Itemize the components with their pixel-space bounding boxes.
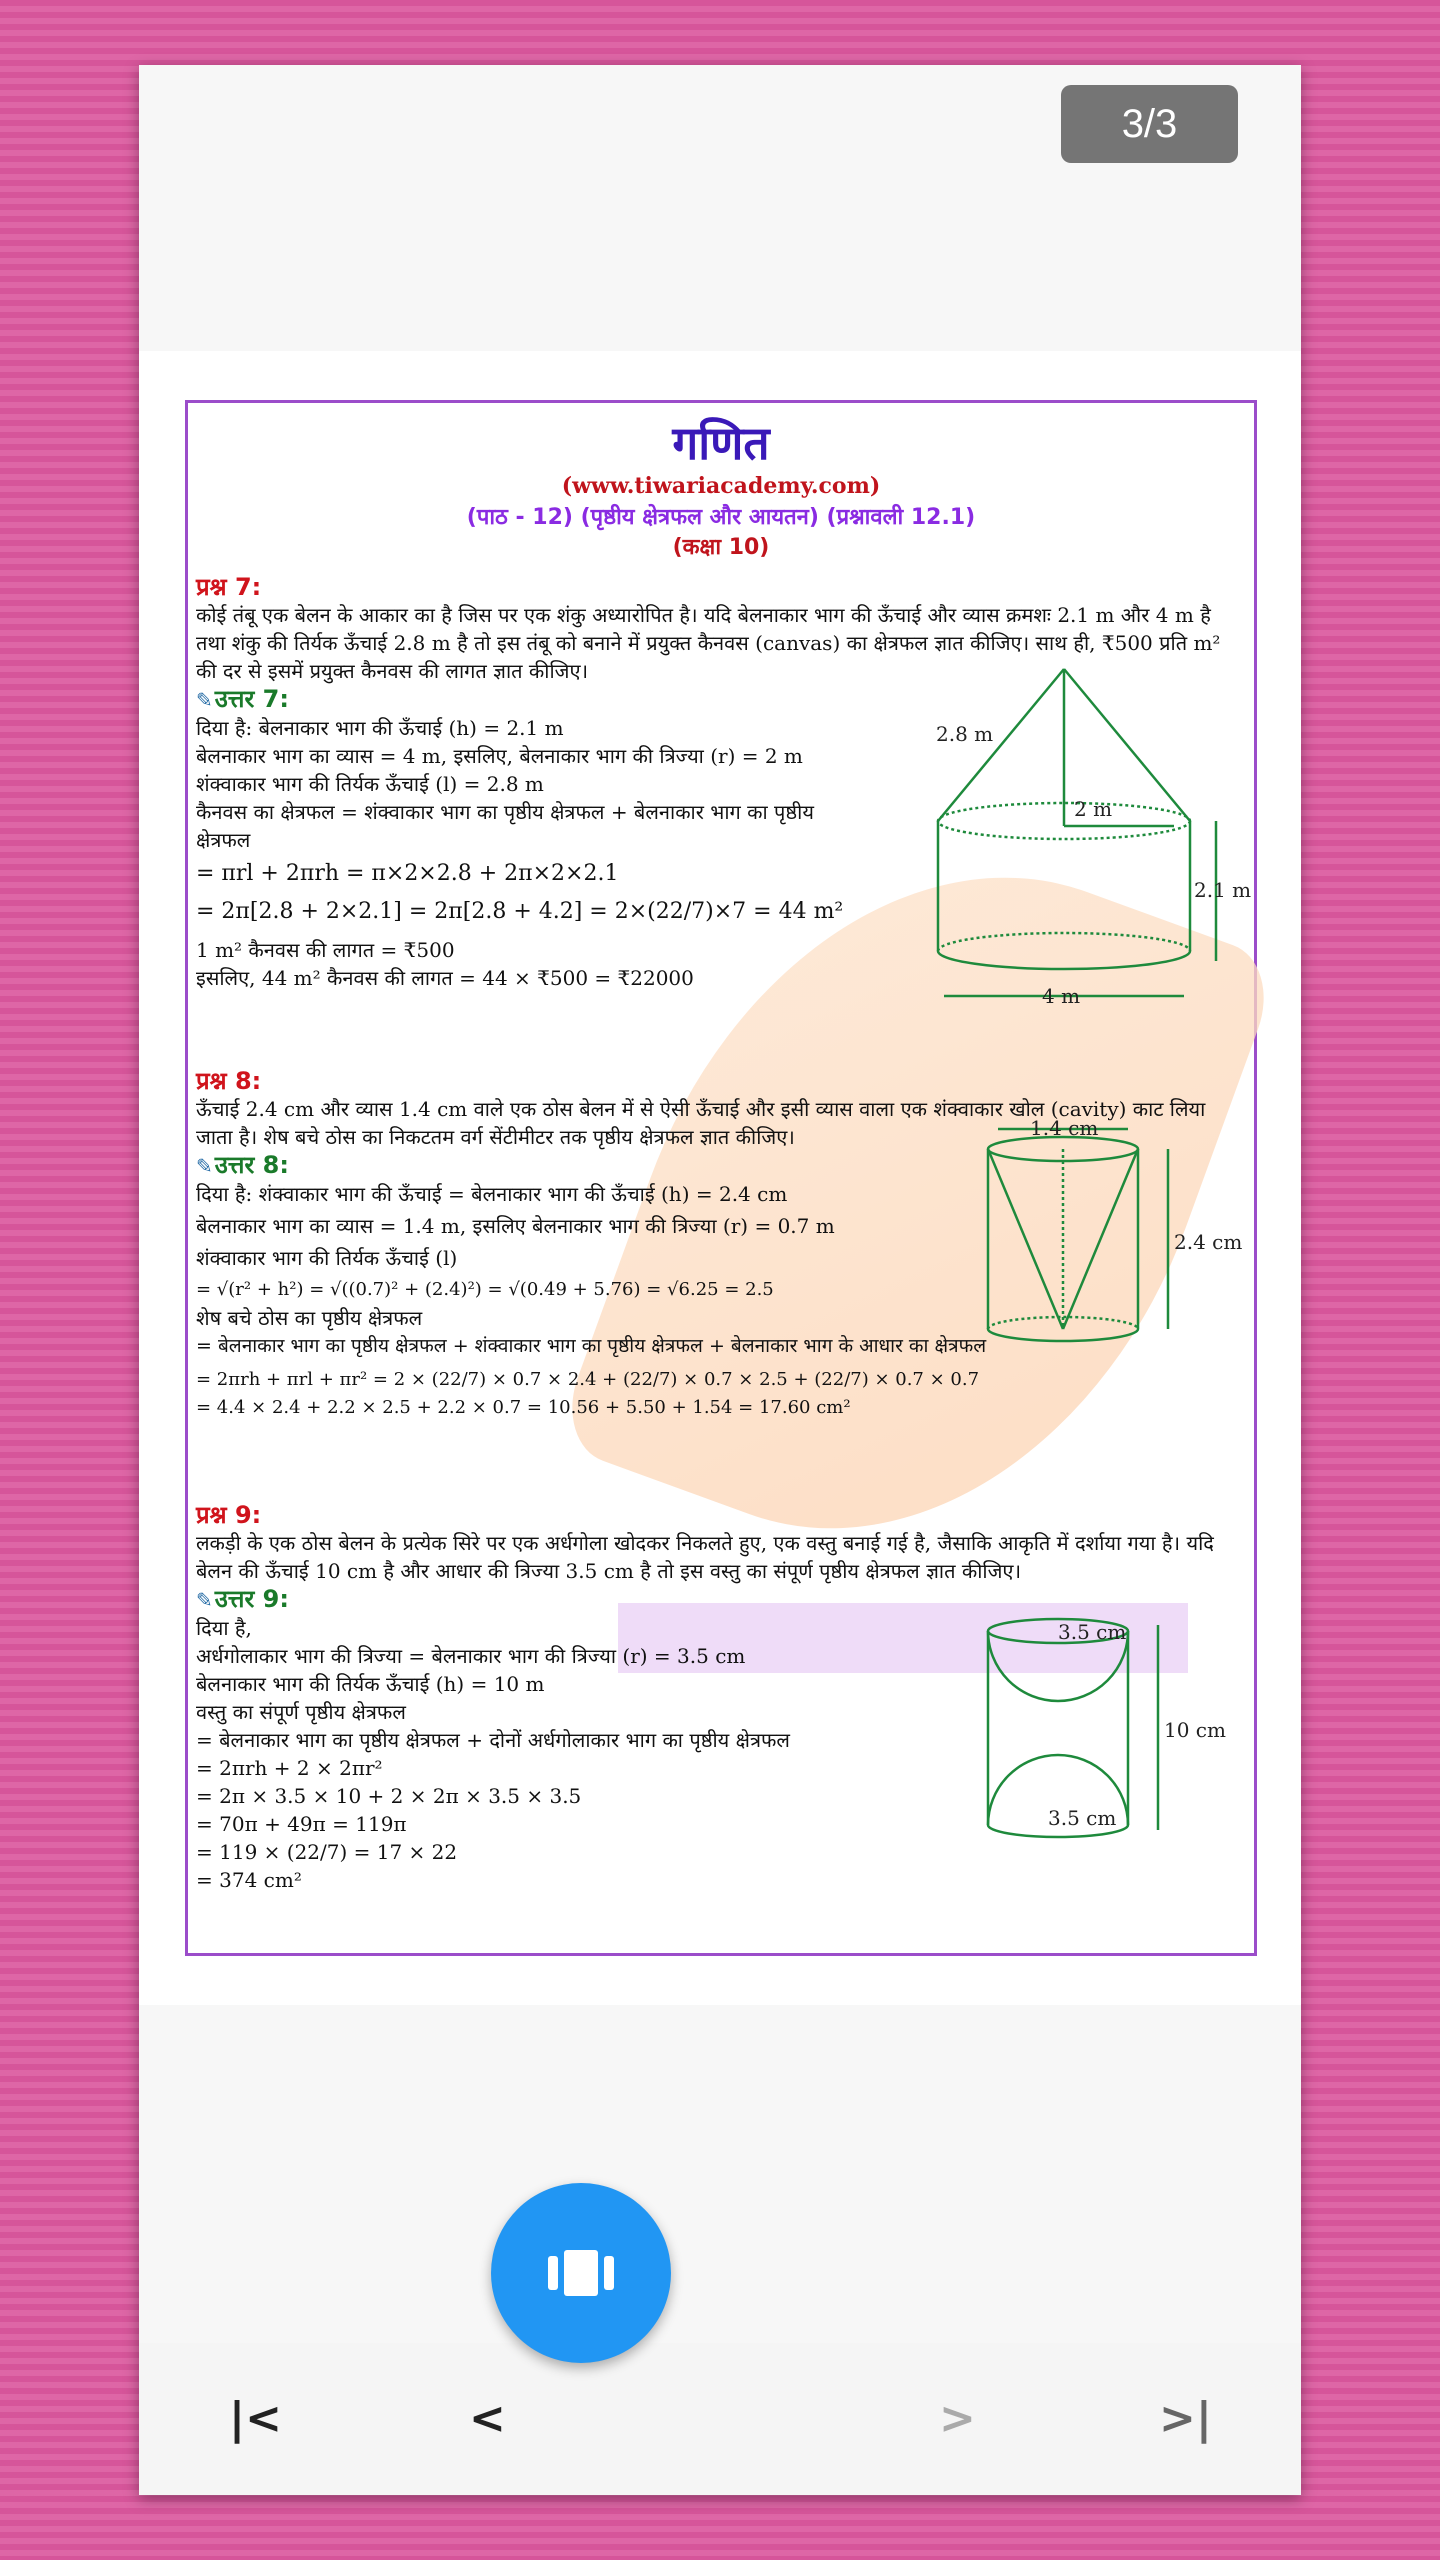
hollowed-cylinder-figure [978,1615,1248,1845]
answer-line: शंक्वाकार भाग की तिर्यक ऊँचाई (l) = 2.8 m [196,772,544,796]
carousel-icon [548,2250,614,2296]
answer-line: दिया है, [196,1616,252,1640]
height-label: 10 cm [1164,1718,1226,1742]
answer-line: शेष बचे ठोस का पृष्ठीय क्षेत्रफल [196,1306,423,1330]
bottom-navigation [139,2343,1301,2495]
first-page-button[interactable]: |< [229,2393,282,2444]
answer-line: दिया है: शंक्वाकार भाग की ऊँचाई = बेलनाकार भाग की ऊँचाई (h) = 2.4 cm [196,1182,788,1206]
diameter-label: 4 m [1042,984,1081,1008]
diameter-label: 1.4 cm [1030,1116,1099,1140]
answer-line: = πrl + 2πrh = π×2×2.8 + 2π×2×2.1 [196,861,619,886]
answer-label-text: उत्तर 7: [214,685,289,713]
question-label: प्रश्न 7: [196,573,262,601]
bottom-radius-label: 3.5 cm [1048,1806,1117,1830]
answer-line: = बेलनाकार भाग का पृष्ठीय क्षेत्रफल + शंक्वाकार भाग का पृष्ठीय क्षेत्रफल + बेलनाकार भाग के आधार का क्षेत्रफल [196,1335,987,1357]
pen-icon: ✎ [196,688,213,712]
answer-lines [196,1614,956,1894]
answer-label [196,1585,1246,1614]
height-label: 2.4 cm [1174,1230,1243,1254]
document-viewer-card [139,65,1301,2495]
answer-line: शंक्वाकार भाग की तिर्यक ऊँचाई (l) [196,1246,458,1270]
answer-line: = 2πrh + πrl + πr² = 2 × (22/7) × 0.7 × 2.4 + (22/7) × 0.7 × 2.5 + (22/7) × 0.7 × 0.7 [196,1369,980,1390]
content-frame [185,400,1257,1956]
previous-page-button[interactable]: < [469,2393,506,2444]
answer-line: = 374 cm² [196,1868,302,1892]
question-label: प्रश्न 8: [196,1067,262,1095]
tent-figure [924,661,1252,1008]
answer-lines-top [196,1180,956,1332]
radius-label: 2 m [1074,797,1113,821]
answer-line: 1 m² कैनवस की लागत = ₹500 [196,938,455,962]
pen-icon: ✎ [196,1588,213,1612]
answer-line: अर्धगोलाकार भाग की त्रिज्या = बेलनाकार भाग की त्रिज्या (r) = 3.5 cm [196,1644,746,1668]
answer-line: = √(r² + h²) = √((0.7)² + (2.4)²) = √(0.49 + 5.76) = √6.25 = 2.5 [196,1279,774,1300]
website-link: (www.tiwariacademy.com) [561,473,881,499]
answer-line: बेलनाकार भाग का व्यास = 4 m, इसलिए, बेलनाकार भाग की त्रिज्या (r) = 2 m [196,744,803,768]
page-view-toggle-button[interactable] [491,2183,671,2363]
chapter-heading: (पाठ - 12) (पृष्ठीय क्षेत्रफल और आयतन) (प्रश्नावली 12.1) [466,505,976,530]
answer-label-text: उत्तर 8: [214,1151,289,1179]
last-page-button[interactable]: >| [1159,2393,1212,2444]
page-indicator: 3/3 [1061,85,1238,163]
question-text: लकड़ी के एक ठोस बेलन के प्रत्येक सिरे पर एक अर्धगोला खोदकर निकलते हुए, एक वस्तु बनाई गई है, जैसाकि आकृति में दर्शाया गया है। यदि बेलन की ऊँचाई 10 cm है और आधार की त्रिज्या 3.5 cm है तो इस वस्तु का संपूर्ण पृष्ठीय क्षेत्रफल ज्ञात कीजिए। [196,1531,1214,1583]
answer-line: इसलिए, 44 m² कैनवस की लागत = 44 × ₹500 = ₹22000 [196,966,694,990]
answer-line: क्षेत्रफल [196,828,251,852]
answer-line: = 70π + 49π = 119π [196,1812,407,1836]
top-radius-label: 3.5 cm [1058,1620,1127,1644]
height-label: 2.1 m [1194,878,1252,902]
answer-lines [196,714,876,992]
answer-line: बेलनाकार भाग का व्यास = 1.4 m, इसलिए बेलनाकार भाग की त्रिज्या (r) = 0.7 m [196,1214,835,1238]
page-title: गणित [672,416,770,470]
cylinder-cone-figure [978,1116,1248,1359]
document-page [139,351,1301,2005]
answer-label-text: उत्तर 9: [214,1585,289,1613]
answer-line: दिया है: बेलनाकार भाग की ऊँचाई (h) = 2.1 m [196,716,564,740]
answer-line: कैनवस का क्षेत्रफल = शंक्वाकार भाग का पृष्ठीय क्षेत्रफल + बेलनाकार भाग का पृष्ठीय [196,800,814,824]
answer-line: = 2π[2.8 + 2×2.1] = 2π[2.8 + 4.2] = 2×(22/7)×7 = 44 m² [196,899,844,924]
question-text: ऊँचाई 2.4 cm और व्यास 1.4 cm वाले एक ठोस बेलन में से ऐसी ऊँचाई और इसी व्यास वाला एक शंक्वाकार खोल (cavity) काट लिया जाता है। शेष बचे ठोस का निकटतम वर्ग सेंटीमीटर तक पृष्ठीय क्षेत्रफल ज्ञात कीजिए। [196,1097,1206,1149]
answer-line: बेलनाकार भाग की तिर्यक ऊँचाई (h) = 10 m [196,1672,545,1696]
class-heading: (कक्षा 10) [672,535,770,560]
slant-label: 2.8 m [936,722,994,746]
answer-line: = 119 × (22/7) = 17 × 22 [196,1840,458,1864]
answer-line: = बेलनाकार भाग का पृष्ठीय क्षेत्रफल + दोनों अर्धगोलाकार भाग का पृष्ठीय क्षेत्रफल [196,1728,790,1752]
question-text: कोई तंबू एक बेलन के आकार का है जिस पर एक शंकु अध्यारोपित है। यदि बेलनाकार भाग की ऊँचाई और व्यास क्रमशः 2.1 m और 4 m है तथा शंकु की तिर्यक ऊँचाई 2.8 m है तो इस तंबू को बनाने में प्रयुक्त कैनवस (canvas) का क्षेत्रफल ज्ञात कीजिए। साथ ही, ₹500 प्रति m² की दर से इसमें प्रयुक्त कैनवस की लागत ज्ञात कीजिए। [196,603,1221,683]
answer-line: = 4.4 × 2.4 + 2.2 × 2.5 + 2.2 × 0.7 = 10.56 + 5.50 + 1.54 = 17.60 cm² [196,1397,851,1418]
answer-line: = 2π × 3.5 × 10 + 2 × 2π × 3.5 × 3.5 [196,1784,582,1808]
answer-line: वस्तु का संपूर्ण पृष्ठीय क्षेत्रफल [196,1700,406,1724]
answer-line: = 2πrh + 2 × 2πr² [196,1756,383,1780]
next-page-button[interactable]: > [939,2393,976,2444]
pen-icon: ✎ [196,1154,213,1178]
question-label: प्रश्न 9: [196,1501,262,1529]
